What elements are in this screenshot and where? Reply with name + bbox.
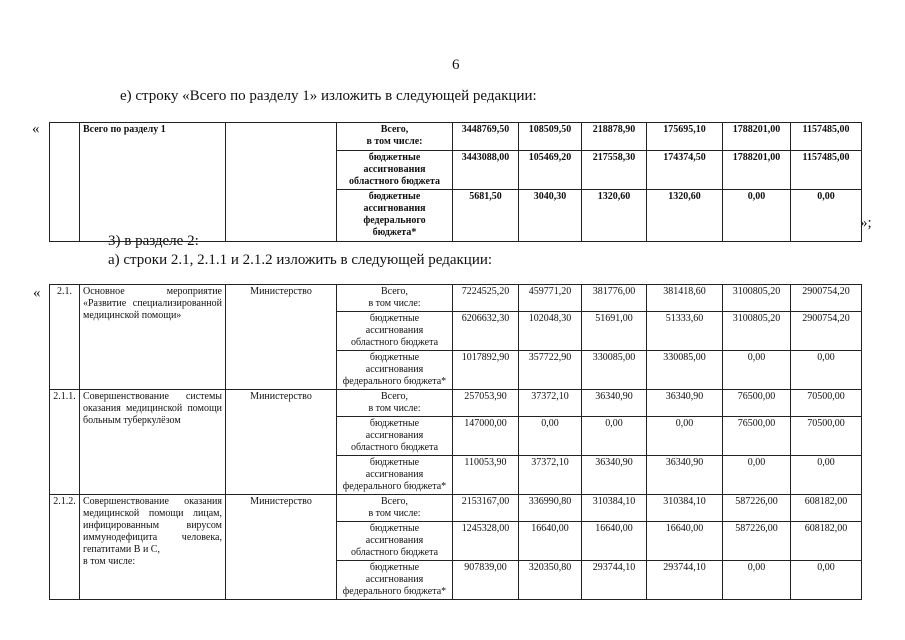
row-name-cell: Основное мероприятие «Развитие специализированной медицинской помощи» (80, 285, 226, 390)
value-cell: 51691,00 (582, 312, 647, 351)
value-cell: 1788201,00 (723, 151, 791, 190)
row-label-cell: Всего по разделу 1 (80, 123, 226, 242)
value-cell: 76500,00 (723, 417, 791, 456)
value-cell: 108509,50 (519, 123, 582, 151)
table-row (50, 285, 862, 312)
value-cell: 1157485,00 (791, 123, 862, 151)
value-cell: 587226,00 (723, 522, 791, 561)
value-cell: 174374,50 (647, 151, 723, 190)
value-cell: 1320,60 (647, 190, 723, 242)
category-cell: бюджетные ассигнования областного бюджета (337, 522, 453, 561)
value-cell: 1245328,00 (453, 522, 519, 561)
table-row (50, 390, 862, 417)
value-cell: 0,00 (582, 417, 647, 456)
table-section2-rows (49, 284, 862, 600)
category-cell: Всего, в том числе: (337, 123, 453, 151)
value-cell: 51333,60 (647, 312, 723, 351)
value-cell: 459771,20 (519, 285, 582, 312)
value-cell: 1157485,00 (791, 151, 862, 190)
value-cell: 175695,10 (647, 123, 723, 151)
table-row (50, 495, 862, 522)
value-cell: 37372,10 (519, 390, 582, 417)
value-cell: 7224525,20 (453, 285, 519, 312)
value-cell: 1320,60 (582, 190, 647, 242)
quote-open-2: « (33, 285, 41, 301)
row-name-cell: Совершенствование системы оказания медицинской помощи больным туберкулёзом (80, 390, 226, 495)
value-cell: 3100805,20 (723, 285, 791, 312)
value-cell: 16640,00 (647, 522, 723, 561)
value-cell: 293744,10 (582, 561, 647, 600)
value-cell: 3448769,50 (453, 123, 519, 151)
value-cell: 330085,00 (647, 351, 723, 390)
value-cell: 36340,90 (647, 456, 723, 495)
value-cell: 310384,10 (582, 495, 647, 522)
value-cell: 105469,20 (519, 151, 582, 190)
row-number-cell: 2.1. (50, 285, 80, 390)
executor-cell: Министерство (226, 495, 337, 600)
value-cell: 0,00 (723, 351, 791, 390)
value-cell: 3100805,20 (723, 312, 791, 351)
category-cell: бюджетные ассигнования федерального бюджета* (337, 456, 453, 495)
value-cell: 2153167,00 (453, 495, 519, 522)
value-cell: 37372,10 (519, 456, 582, 495)
intro-line: е) строку «Всего по разделу 1» изложить в следующей редакции: (120, 88, 537, 104)
category-cell: бюджетные ассигнования федерального бюджета* (337, 351, 453, 390)
table-section1-total (49, 122, 862, 242)
value-cell: 336990,80 (519, 495, 582, 522)
value-cell: 330085,00 (582, 351, 647, 390)
value-cell: 0,00 (791, 190, 862, 242)
category-cell: бюджетные ассигнования областного бюджета (337, 151, 453, 190)
section2-sub-line: а) строки 2.1, 2.1.1 и 2.1.2 изложить в следующей редакции: (108, 252, 493, 268)
executor-cell: Министерство (226, 285, 337, 390)
category-cell: Всего, в том числе: (337, 390, 453, 417)
category-cell: Всего, в том числе: (337, 495, 453, 522)
value-cell: 608182,00 (791, 495, 862, 522)
value-cell: 907839,00 (453, 561, 519, 600)
quote-close-1: »; (860, 215, 872, 231)
value-cell: 76500,00 (723, 390, 791, 417)
row-number-cell: 2.1.2. (50, 495, 80, 600)
value-cell: 2900754,20 (791, 312, 862, 351)
category-cell: бюджетные ассигнования областного бюджета (337, 417, 453, 456)
row-number-cell: 2.1.1. (50, 390, 80, 495)
quote-open-1: « (32, 121, 40, 137)
row-name-cell: Совершенствование оказания медицинской помощи лицам, инфицированным вирусом иммунодефицита человека, гепатитами В и С, в том числе: (80, 495, 226, 600)
value-cell: 217558,30 (582, 151, 647, 190)
value-cell: 2900754,20 (791, 285, 862, 312)
value-cell: 0,00 (723, 561, 791, 600)
value-cell: 257053,90 (453, 390, 519, 417)
value-cell: 608182,00 (791, 522, 862, 561)
value-cell: 293744,10 (647, 561, 723, 600)
value-cell: 310384,10 (647, 495, 723, 522)
value-cell: 381418,60 (647, 285, 723, 312)
value-cell: 0,00 (519, 417, 582, 456)
value-cell: 102048,30 (519, 312, 582, 351)
value-cell: 587226,00 (723, 495, 791, 522)
value-cell: 6206632,30 (453, 312, 519, 351)
value-cell: 320350,80 (519, 561, 582, 600)
value-cell: 218878,90 (582, 123, 647, 151)
section2-line: 3) в разделе 2: (108, 233, 199, 249)
value-cell: 0,00 (723, 190, 791, 242)
value-cell: 357722,90 (519, 351, 582, 390)
value-cell: 0,00 (791, 561, 862, 600)
category-cell: бюджетные ассигнования областного бюджета (337, 312, 453, 351)
executor-cell (226, 123, 337, 242)
value-cell: 0,00 (647, 417, 723, 456)
category-cell: бюджетные ассигнования федерального бюджета* (337, 561, 453, 600)
value-cell: 16640,00 (519, 522, 582, 561)
value-cell: 3443088,00 (453, 151, 519, 190)
value-cell: 110053,90 (453, 456, 519, 495)
value-cell: 0,00 (791, 456, 862, 495)
category-cell: Всего, в том числе: (337, 285, 453, 312)
value-cell: 147000,00 (453, 417, 519, 456)
value-cell: 36340,90 (647, 390, 723, 417)
value-cell: 36340,90 (582, 456, 647, 495)
value-cell: 1017892,90 (453, 351, 519, 390)
value-cell: 70500,00 (791, 390, 862, 417)
row-number-cell (50, 123, 80, 242)
value-cell: 70500,00 (791, 417, 862, 456)
value-cell: 3040,30 (519, 190, 582, 242)
value-cell: 36340,90 (582, 390, 647, 417)
table-row (50, 123, 862, 151)
executor-cell: Министерство (226, 390, 337, 495)
value-cell: 1788201,00 (723, 123, 791, 151)
value-cell: 16640,00 (582, 522, 647, 561)
category-cell: бюджетные ассигнования федерального бюджета* (337, 190, 453, 242)
value-cell: 0,00 (791, 351, 862, 390)
page-number: 6 (452, 57, 460, 73)
value-cell: 381776,00 (582, 285, 647, 312)
value-cell: 0,00 (723, 456, 791, 495)
value-cell: 5681,50 (453, 190, 519, 242)
